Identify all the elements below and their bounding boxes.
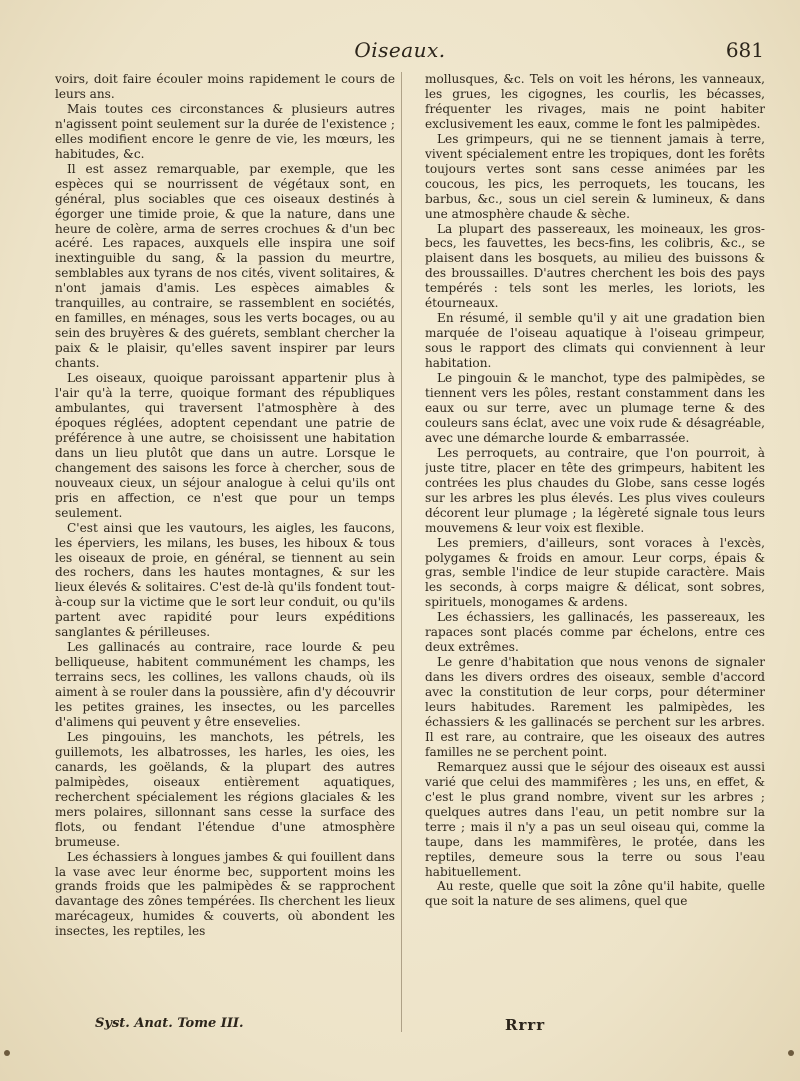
paragraph: La plupart des passereaux, les moineaux, les gros-becs, les fauvettes, les becs-fins, les colibris, &c., se plaisent dans les bosquets, au milieu des buissons & des broussailles. D'autres cherchent les bois des pays tempérés : tels sont les merles, les loriots, les étourneaux.: [425, 221, 765, 311]
page-edge-mark: [788, 1050, 794, 1056]
page-number: 681: [725, 38, 764, 62]
left-column: [55, 72, 395, 1032]
paragraph: Les perroquets, au contraire, que l'on pourroit, à juste titre, placer en tête des grimpeurs, habitent les contrées les plus chaudes du Globe, sans cesse logés sur les arbres les plus élevés. Les plus vives couleurs décorent leur plumage ; la légèreté signale tous leurs mouvemens & leur voix est flexible.: [425, 445, 765, 535]
column-divider: [401, 72, 402, 1032]
paragraph: Les pingouins, les manchots, les pétrels, les guillemots, les albatrosses, les harles, les oies, les canards, les goëlands, & la plupart des autres palmipèdes, oiseaux entièrement aquatiques, recherchent spécialement les régions glaciales & les mers polaires, sillonnant sans cesse la surface des flots, ou fendant l'étendue d'une atmosphère brumeuse.: [55, 729, 395, 849]
paragraph: Le pingouin & le manchot, type des palmipèdes, se tiennent vers les pôles, restant constamment dans les eaux ou sur terre, avec un plumage terne & des couleurs sans éclat, avec une voix rude & désagréable, avec une démarche lourde & embarrassée.: [425, 371, 765, 445]
paragraph: Le genre d'habitation que nous venons de signaler dans les divers ordres des oiseaux, semble d'accord avec la constitution de leur corps, pour déterminer leurs habitudes. Rarement les palmipèdes, les échassiers & les gallinacés se perchent sur les arbres. Il est rare, au contraire, que les oiseaux des autres familles ne se perchent point.: [425, 655, 765, 759]
page-footer: [55, 1016, 765, 1036]
paragraph: Il est assez remarquable, par exemple, que les espèces qui se nourrissent de végétaux sont, en général, plus sociables que ces oiseaux destinés à égorger une timide proie, & que la nature, dans une heure de colère, arma de serres crochues & d'un bec acéré. Les rapaces, auxquels elle inspira une soif inextinguible du sang, & la passion du meurtre, semblables aux tyrans de nos cités, vivent solitaires, & n'ont jamais d'amis. Les espèces aimables & tranquilles, au contraire, se rassemblent en sociétés, en familles, en ménages, sous les verts bocages, ou au sein des bruyères & des guérets, semblant chercher la paix & le plaisir, qu'elles savent inspirer par leurs chants.: [55, 161, 395, 371]
paragraph: voirs, doit faire écouler moins rapidement le cours de leurs ans.: [55, 72, 395, 101]
printer-signature: Rrrr: [505, 1016, 546, 1034]
paragraph: En résumé, il semble qu'il y ait une gradation bien marquée de l'oiseau aquatique à l'oiseau grimpeur, sous le rapport des climats qui conviennent à leur habitation.: [425, 311, 765, 371]
running-title: Oiseaux.: [354, 38, 446, 62]
paragraph: Les échassiers, les gallinacés, les passereaux, les rapaces sont placés comme par échelons, entre ces deux extrêmes.: [425, 610, 765, 655]
paragraph: Les gallinacés au contraire, race lourde & peu belliqueuse, habitent communément les champs, les terrains secs, les collines, les vallons chauds, où ils aiment à se rouler dans la poussière, afin d'y découvrir les petites graines, les insectes, ou les parcelles d'alimens qui peuvent y être ensevelies.: [55, 640, 395, 729]
right-column: [425, 72, 765, 1032]
paragraph: mollusques, &c. Tels on voit les hérons, les vanneaux, les grues, les cigognes, les courlis, les bécasses, fréquenter les rivages, mais ne point habiter exclusivement les eaux, comme le font les palmipèdes.: [425, 72, 765, 131]
paragraph: Au reste, quelle que soit la zône qu'il habite, quelle que soit la nature de ses alimens, quel que: [425, 879, 765, 909]
paragraph: Les échassiers à longues jambes & qui fouillent dans la vase avec leur énorme bec, supportent moins les grands froids que les palmipèdes & se rapprochent davantage des zônes tempérées. Ils cherchent les lieux marécageux, humides & couverts, où abondent les insectes, les reptiles, les: [55, 849, 395, 939]
text-columns: [55, 72, 765, 1032]
page-header: [0, 38, 800, 66]
paragraph: Remarquez aussi que le séjour des oiseaux est aussi varié que celui des mammifères ; les uns, en effet, & c'est le plus grand nombre, vivent sur les arbres ; quelques autres dans l'eau, un petit nombre sur la terre ; mais il n'y a pas un seul oiseau qui, comme la taupe, dans les mammifères, le protée, dans les reptiles, demeure sous la terre ou sous l'eau habituellement.: [425, 759, 765, 879]
volume-title: Syst. Anat. Tome III.: [95, 1016, 244, 1031]
paragraph: Mais toutes ces circonstances & plusieurs autres n'agissent point seulement sur la durée de l'existence ; elles modifient encore le genre de vie, les mœurs, les habitudes, &c.: [55, 101, 395, 161]
paragraph: Les premiers, d'ailleurs, sont voraces à l'excès, polygames & froids en amour. Leur corps, épais & gras, semble l'indice de leur stupide caractère. Mais les seconds, à corps maigre & délicat, sont sobres, spirituels, monogames & ardens.: [425, 535, 765, 610]
paragraph: Les grimpeurs, qui ne se tiennent jamais à terre, vivent spécialement entre les tropiques, dont les forêts toujours vertes sont sans cesse animées par les coucous, les pics, les perroquets, les toucans, les barbus, &c., sous un ciel serein & lumineux, & dans une atmosphère chaude & sèche.: [425, 131, 765, 221]
page-edge-mark: [4, 1050, 10, 1056]
paragraph: C'est ainsi que les vautours, les aigles, les faucons, les éperviers, les milans, les buses, les hiboux & tous les oiseaux de proie, en général, se tiennent au sein des rochers, dans les hautes montagnes, & sur les lieux élevés & solitaires. C'est de-là qu'ils fondent tout-à-coup sur la victime que le sort leur conduit, ou qu'ils partent avec rapidité pour leurs expéditions sanglantes & périlleuses.: [55, 520, 395, 640]
paragraph: Les oiseaux, quoique paroissant appartenir plus à l'air qu'à la terre, quoique formant des républiques ambulantes, qui traversent l'atmosphère à des époques réglées, adoptent cependant une patrie de préférence à une autre, se choisissent une habitation dans un lieu plutôt que dans un autre. Lorsque le changement des saisons les force à chercher, sous de nouveaux cieux, un séjour analogue à celui qu'ils ont pris en affection, ce n'est que pour un temps seulement.: [55, 371, 395, 520]
